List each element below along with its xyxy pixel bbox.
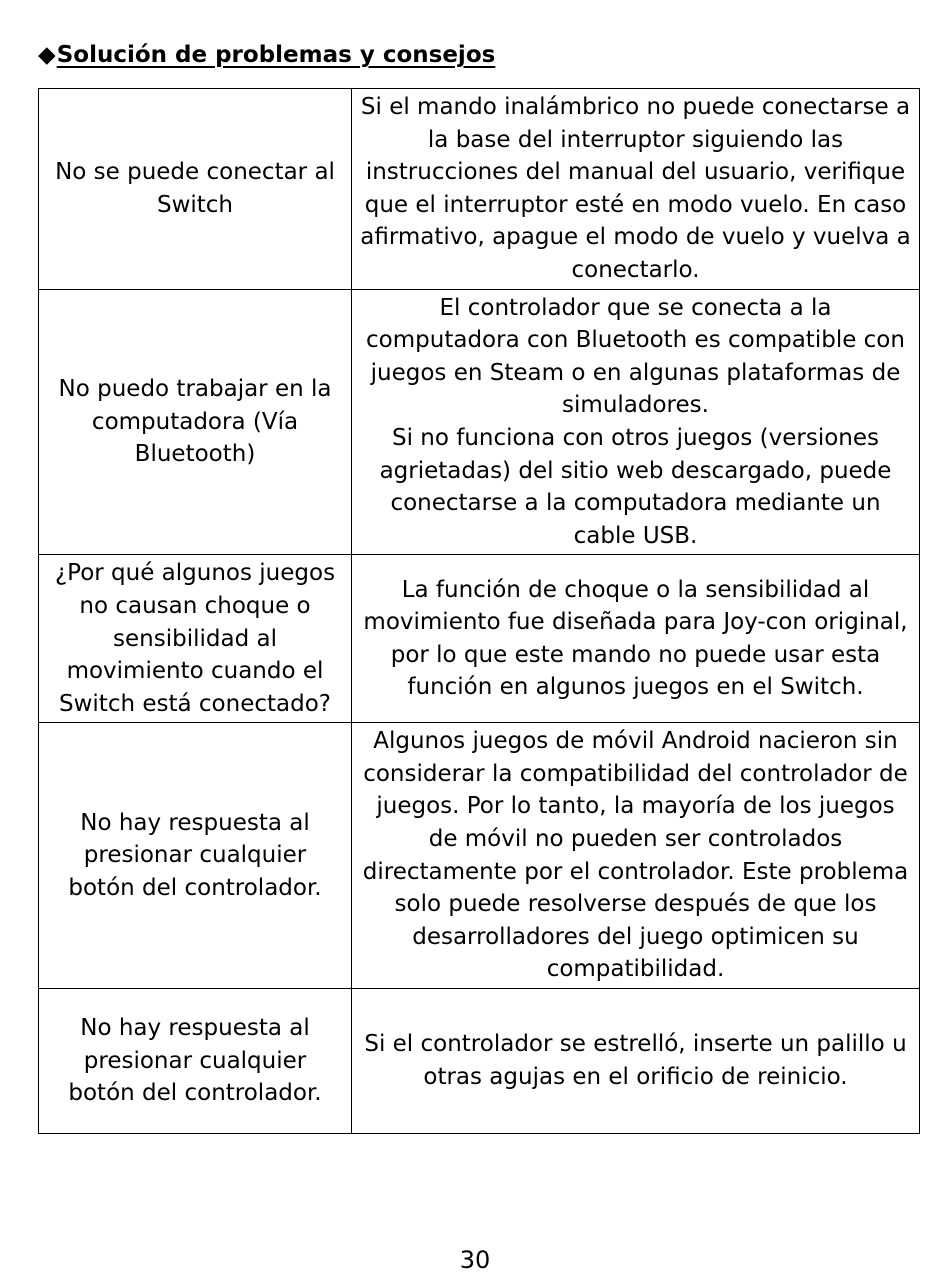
section-heading bbox=[38, 38, 495, 72]
solution-cell bbox=[352, 555, 920, 723]
problem-cell: No hay respuesta al presionar cualquier botón del controlador. bbox=[39, 989, 352, 1134]
table-row bbox=[39, 289, 920, 555]
problem-cell: No puedo trabajar en la computadora (Vía Bluetooth) bbox=[39, 289, 352, 555]
solution-text: La función de choque o la sensibilidad al movimiento fue diseñada para Joy-con original, por lo que este mando no puede usar esta función en algunos juegos en el Switch. bbox=[363, 576, 908, 701]
solution-text: Algunos juegos de móvil Android nacieron sin considerar la compatibilidad del controlador de juegos. Por lo tanto, la mayoría de los juegos de móvil no pueden ser controlados directamente por el controlador. Este problema solo puede resolverse después de que los desarrolladores del juego optimicen su compatibilidad. bbox=[362, 728, 909, 983]
problem-cell: No hay respuesta al presionar cualquier botón del controlador. bbox=[39, 723, 352, 989]
table-row bbox=[39, 555, 920, 723]
solution-text: Si el controlador se estrelló, inserte un palillo u otras agujas en el orificio de reinicio. bbox=[364, 1031, 907, 1091]
table-row bbox=[39, 989, 920, 1134]
section-title: Solución de problemas y consejos bbox=[56, 42, 496, 68]
solution-cell bbox=[352, 723, 920, 989]
solution-text: Si no funciona con otros juegos (versiones agrietadas) del sitio web descargado, puede conectarse a la computadora mediante un cable USB. bbox=[379, 424, 892, 549]
diamond-bullet-icon: ◆ bbox=[38, 42, 56, 68]
problem-cell: No se puede conectar al Switch bbox=[39, 89, 352, 290]
troubleshooting-table bbox=[38, 88, 920, 1134]
page-number: 30 bbox=[459, 1246, 491, 1274]
solution-text: Si el mando inalámbrico no puede conectarse a la base del interruptor siguiendo las instrucciones del manual del usuario, verifique que el interruptor esté en modo vuelo. En caso afirmativo, apague el modo de vuelo y vuelva a conectarlo. bbox=[360, 94, 911, 283]
solution-cell bbox=[352, 89, 920, 290]
table-row bbox=[39, 723, 920, 989]
solution-cell bbox=[352, 989, 920, 1134]
solution-cell bbox=[352, 289, 920, 555]
problem-cell: ¿Por qué algunos juegos no causan choque o sensibilidad al movimiento cuando el Switch está conectado? bbox=[39, 555, 352, 723]
solution-text: El controlador que se conecta a la computadora con Bluetooth es compatible con juegos en Steam o en algunas plataformas de simuladores. bbox=[366, 294, 905, 419]
table-row bbox=[39, 89, 920, 290]
